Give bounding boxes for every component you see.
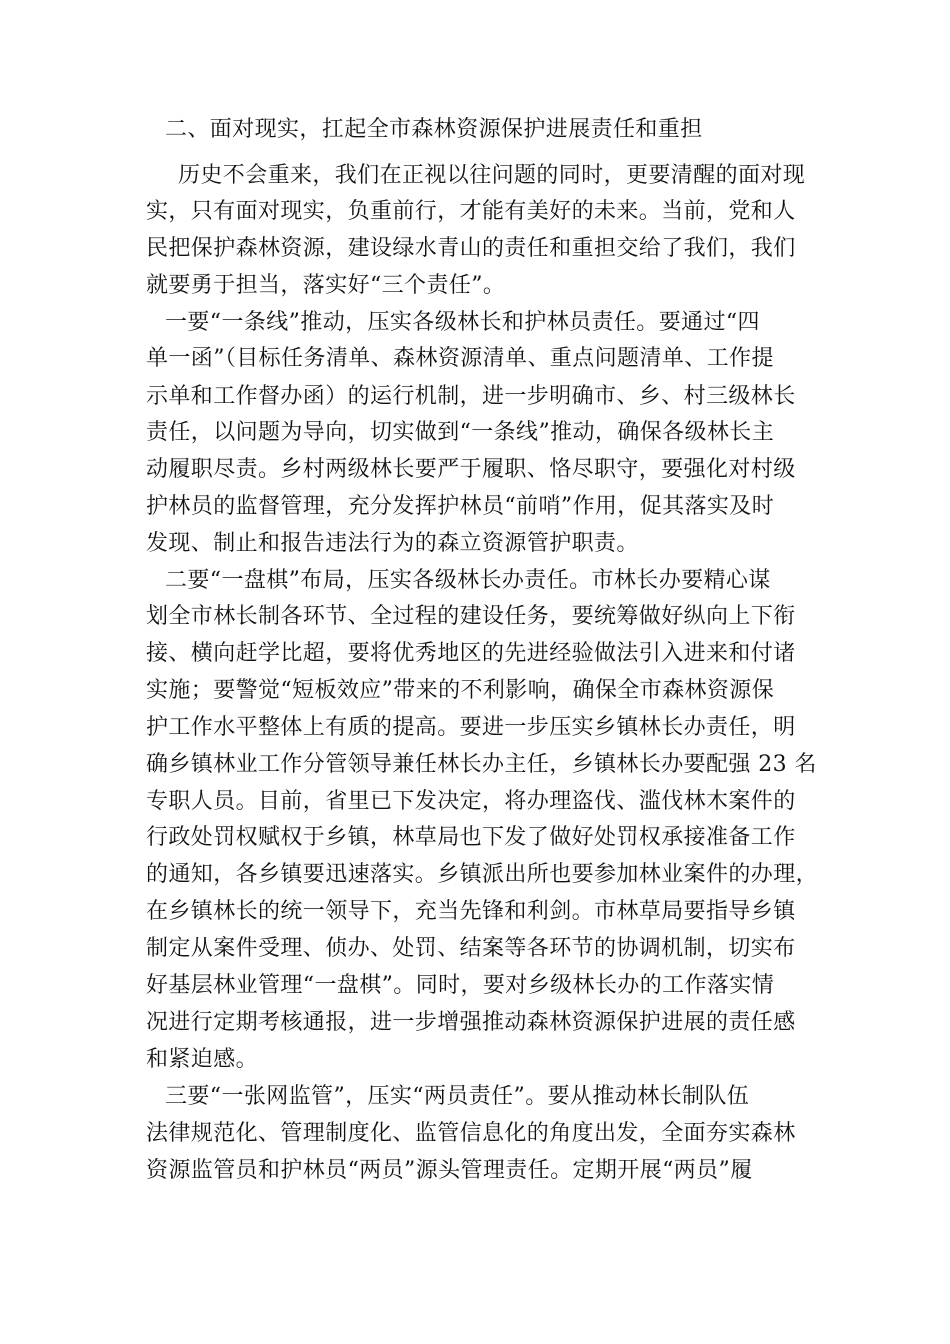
text-line: 护林员的监督管理，充分发挥护林员“前哨”作用，促其落实及时: [146, 494, 775, 519]
text-line: 单一函”（目标任务清单、森林资源清单、重点问题清单、工作提: [146, 346, 774, 371]
text-line: 责任，以问题为导向，切实做到“一条线”推动，确保各级林长主: [146, 420, 775, 445]
text-line: 护工作水平整体上有质的提高。要进一步压实乡镇林长办责任，明: [146, 715, 796, 740]
text-line: 一要“一条线”推动，压实各级林长和护林员责任。要通过“四: [165, 310, 760, 335]
text-line: 制定从案件受理、侦办、处罚、结案等各环节的协调机制，切实布: [146, 936, 796, 961]
text-line: 就要勇于担当，落实好“三个责任”。: [146, 273, 506, 298]
text-line: 民把保护森林资源，建设绿水青山的责任和重担交给了我们，我们: [146, 236, 796, 261]
text-line: 发现、制止和报告违法行为的森立资源管护职责。: [146, 531, 639, 556]
text-line: 二要“一盘棋”布局，压实各级林长办责任。市林长办要精心谋: [165, 568, 771, 593]
text-line: 和紧迫感。: [146, 1047, 259, 1072]
text-line: 在乡镇林长的统一领导下，充当先锋和利剑。市林草局要指导乡镇: [146, 899, 796, 924]
text-line: 况进行定期考核通报，进一步增强推动森林资源保护进展的责任感: [146, 1010, 796, 1035]
section-heading: 二、面对现实，扛起全市森林资源保护进展责任和重担: [165, 117, 703, 142]
text-line: 三要“一张网监管”，压实“两员责任”。要从推动林长制队伍: [165, 1084, 750, 1109]
text-line: 专职人员。目前，省里已下发决定，将办理盗伐、滥伐林木案件的: [146, 789, 796, 814]
text-line: 历史不会重来，我们在正视以往问题的同时，更要清醒的面对现: [178, 163, 806, 188]
text-line: 确乡镇林业工作分管领导兼任林长办主任，乡镇林长办要配强 23 名: [146, 752, 817, 777]
text-line: 示单和工作督办函）的运行机制，进一步明确市、乡、村三级林长: [146, 384, 796, 409]
text-line: 动履职尽责。乡村两级林长要严于履职、恪尽职守，要强化对村级: [146, 457, 796, 482]
text-line: 好基层林业管理“一盘棋”。同时，要对乡级林长办的工作落实情: [146, 973, 775, 998]
text-line: 接、横向赶学比超，要将优秀地区的先进经验做法引入进来和付诸: [146, 641, 796, 666]
text-line: 实施；要警觉“短板效应”带来的不利影响，确保全市森林资源保: [146, 678, 775, 703]
text-line: 法律规范化、管理制度化、监管信息化的角度出发，全面夯实森林: [146, 1121, 796, 1146]
text-line: 行政处罚权赋权于乡镇，林草局也下发了做好处罚权承接准备工作: [146, 825, 796, 850]
text-line: 划全市林长制各环节、全过程的建设任务，要统筹做好纵向上下衔: [146, 604, 796, 629]
text-line: 的通知，各乡镇要迅速落实。乡镇派出所也要参加林业案件的办理，: [146, 862, 819, 887]
text-line: 实，只有面对现实，负重前行，才能有美好的未来。当前，党和人: [146, 199, 796, 224]
text-line: 资源监管员和护林员“两员”源头管理责任。定期开展“两员”履: [146, 1158, 753, 1183]
